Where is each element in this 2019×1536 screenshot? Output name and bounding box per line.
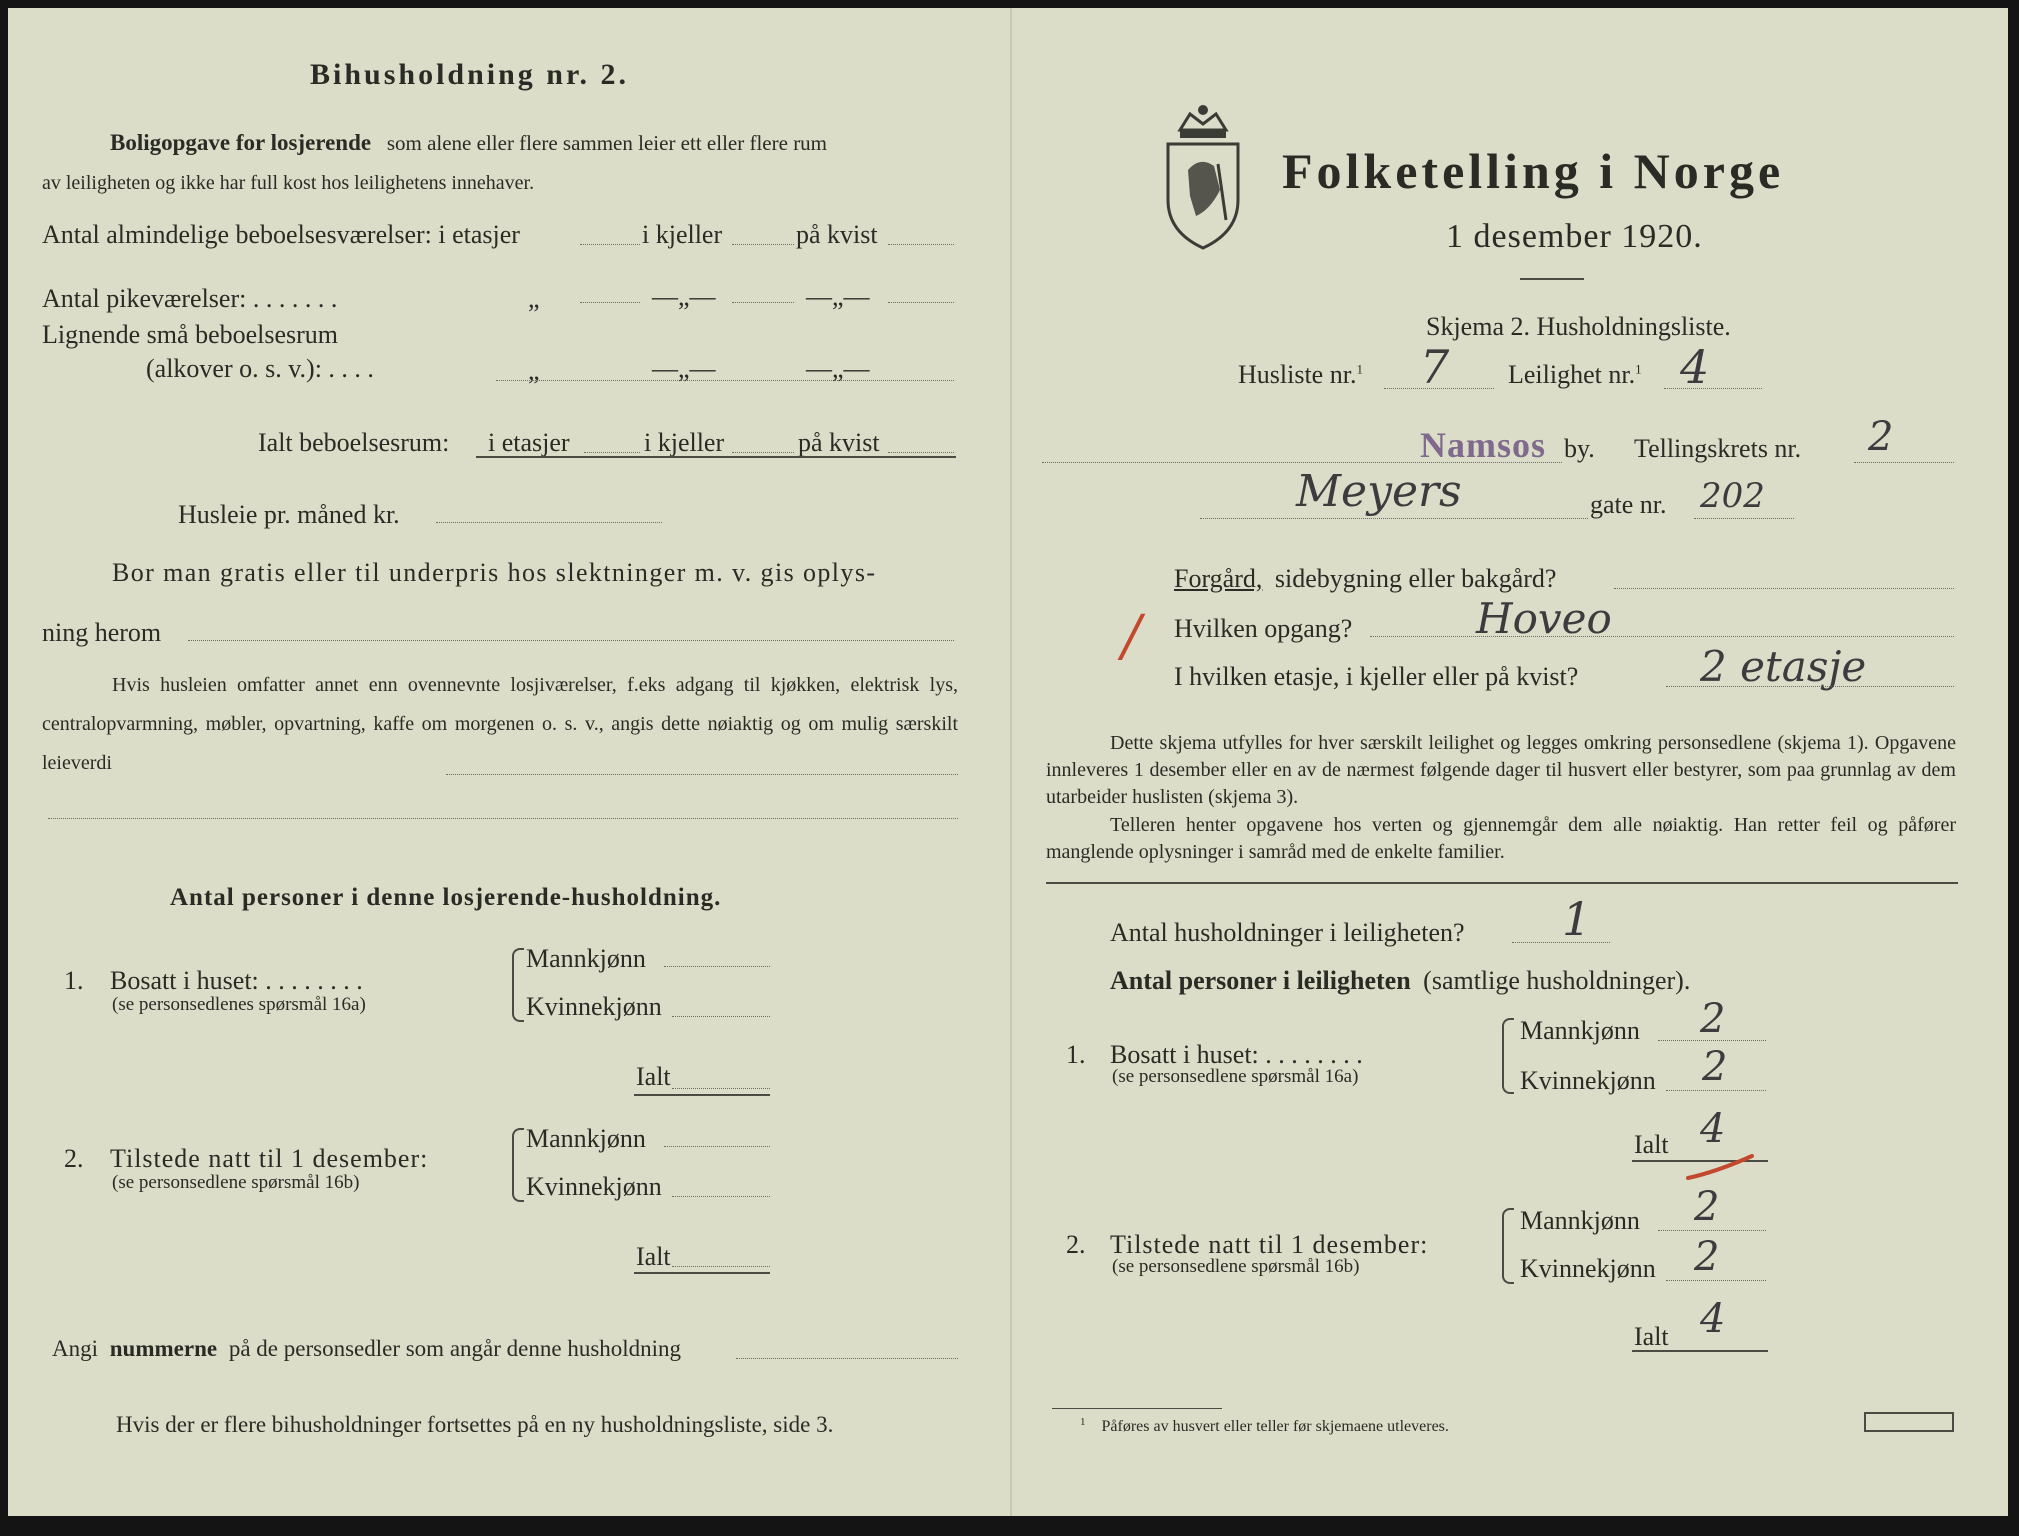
right-q1-number: 1. — [1066, 1040, 1086, 1069]
left-q2-ialt-field[interactable] — [672, 1266, 770, 1267]
margin-mark: / — [1122, 604, 1141, 669]
forgard-field[interactable] — [1614, 588, 1954, 589]
right-q1-mann-value[interactable]: 2 — [1700, 996, 1726, 1042]
opgang-value[interactable]: Hoveo — [1476, 594, 1612, 643]
hush-label: Antal husholdninger i leiligheten? — [1110, 918, 1465, 947]
rooms-kjeller-label: i kjeller — [642, 220, 723, 249]
husliste-field[interactable] — [1384, 388, 1494, 389]
hush-field[interactable] — [1512, 942, 1610, 943]
right-q1-label: Bosatt i huset: . . . . . . . . — [1110, 1040, 1363, 1069]
left-q1-sub: (se personsedlenes spørsmål 16a) — [112, 994, 366, 1015]
left-q2-kvinne-field[interactable] — [672, 1196, 770, 1197]
footnote-text: Påføres av husvert eller teller før skjemaene utleveres. — [1101, 1418, 1449, 1436]
lignende-label-2: (alkover o. s. v.): . . . . — [146, 354, 374, 383]
intro-line-2: av leiligheten og ikke har full kost hos leilighetens innehaver. — [42, 172, 535, 194]
page-fold — [1010, 8, 1012, 1516]
intro-bold: Boligopgave for losjerende — [110, 130, 372, 155]
lignende-etasjer-field[interactable] — [496, 380, 954, 381]
rooms-kvist-label: på kvist — [796, 220, 878, 249]
tellingskrets-field[interactable] — [1854, 462, 1954, 463]
rooms-kvist-field[interactable] — [888, 244, 954, 245]
pike-ditto-2: —„— — [652, 282, 716, 311]
lignende-label-1: Lignende små beboelsesrum — [42, 320, 339, 349]
left-q2-number: 2. — [64, 1144, 84, 1173]
by-label: by. — [1564, 434, 1595, 463]
pike-kjeller-field[interactable] — [732, 302, 794, 303]
leilighet-field[interactable] — [1664, 388, 1762, 389]
right-q1-kvinne-field[interactable] — [1666, 1090, 1766, 1091]
left-q1-brace — [512, 948, 524, 1022]
ialt-underline — [476, 456, 956, 458]
lignende-ditto-3: —„— — [806, 354, 870, 383]
husliste-label — [1238, 360, 1363, 390]
husliste-text: Husliste nr. — [1238, 360, 1357, 389]
pike-ditto-1: „ — [528, 284, 540, 313]
gate-value[interactable]: 202 — [1700, 476, 1765, 516]
pike-etasjer-field[interactable] — [580, 302, 640, 303]
right-q2-ialt-underline — [1632, 1350, 1768, 1352]
ialt-kjeller-label: i kjeller — [644, 428, 725, 457]
left-q1-ialt-underline — [634, 1094, 770, 1096]
leilighet-footnote-mark: 1 — [1635, 361, 1642, 377]
forgard-text: Forgård, — [1174, 564, 1263, 593]
opgang-label: Hvilken opgang? — [1174, 614, 1353, 643]
telleren-text: Telleren henter opgavene hos verten og gjennemgår dem alle nøiaktig. Han retter feil og påfører manglende oplysninger i samråd med de enkelte familier. — [1046, 814, 1956, 863]
right-title: Folketelling i Norge — [1282, 143, 1785, 199]
instructions-divider — [1046, 882, 1958, 884]
right-q2-mann-value[interactable]: 2 — [1694, 1184, 1720, 1230]
left-q1-kvinne-label: Kvinnekjønn — [526, 992, 662, 1021]
husleie-label: Husleie pr. måned kr. — [178, 500, 400, 529]
footnote-number: 1 — [1080, 1416, 1086, 1428]
right-date: 1 desember 1920. — [1446, 218, 1703, 255]
dette-skjema-text: Dette skjema utfylles for hver særskilt leilighet og legges omkring personsedlene (skjema 1). Opgavene innleveres 1 desember eller en av de nærmest følgende dager til husvert eller bestyrer, som paa grunnlag av dem utarbeider huslisten (skjema 3). — [1046, 732, 1956, 808]
right-q2-mann-field[interactable] — [1658, 1230, 1766, 1231]
gratis-line-1: Bor man gratis eller til underpris hos slektninger m. v. gis oplys- — [112, 558, 877, 587]
persons-heading-bold: Antal personer i leiligheten — [1110, 966, 1411, 995]
angi-text-1: Angi — [52, 1336, 98, 1361]
intro-rest: som alene eller flere sammen leier ett eller flere rum — [386, 131, 828, 155]
gate-field[interactable] — [1694, 518, 1794, 519]
left-q2-kvinne-label: Kvinnekjønn — [526, 1172, 662, 1201]
husleie-field[interactable] — [436, 522, 662, 523]
angi-bold: nummerne — [109, 1336, 218, 1361]
left-q2-sub: (se personsedlene spørsmål 16b) — [112, 1172, 360, 1193]
footnote-divider — [1052, 1408, 1222, 1409]
leilighet-value[interactable]: 4 — [1680, 340, 1710, 394]
left-q2-label: Tilstede natt til 1 desember: — [110, 1144, 429, 1173]
angi-line — [52, 1336, 681, 1362]
leieverdi-field-2[interactable] — [48, 818, 958, 819]
rooms-etasjer-field[interactable] — [580, 244, 640, 245]
right-q1-ialt-value[interactable]: 4 — [1700, 1106, 1726, 1152]
angi-text-2: på de personsedler som angår denne husholdning — [228, 1336, 682, 1361]
ialt-etasjer-label: i etasjer — [488, 428, 570, 457]
gratis-field[interactable] — [188, 640, 954, 641]
left-q2-ialt-label: Ialt — [636, 1242, 671, 1271]
right-q2-sub: (se personsedlene spørsmål 16b) — [1112, 1256, 1360, 1277]
angi-field[interactable] — [736, 1358, 958, 1359]
gate-label: gate nr. — [1590, 490, 1667, 519]
pike-label: Antal pikeværelser: . . . . . . . — [42, 284, 338, 313]
etasje-field[interactable] — [1666, 686, 1954, 687]
right-q2-label: Tilstede natt til 1 desember: — [1110, 1230, 1429, 1259]
coat-of-arms-icon — [1160, 100, 1246, 250]
leilighet-label — [1508, 360, 1642, 390]
hush-value[interactable]: 1 — [1562, 892, 1592, 946]
leieverdi-field[interactable] — [446, 774, 958, 775]
hvis-husleien-text: Hvis husleien omfatter annet enn ovennevnte losjiværelser, f.eks adgang til kjøkken, elektrisk lys, centralopvarmning, møbler, opvartning, kaffe om morgenen o. s. v., angis dette nøiaktig og om mulig særskilt leieverdi — [42, 674, 958, 774]
left-q2-brace — [512, 1128, 524, 1202]
ialt-kvist-field[interactable] — [888, 452, 954, 453]
husliste-value[interactable]: 7 — [1420, 340, 1450, 394]
right-q2-mann-label: Mannkjønn — [1520, 1206, 1640, 1235]
left-q2-mann-field[interactable] — [664, 1146, 770, 1147]
right-q1-ialt-label: Ialt — [1634, 1130, 1669, 1159]
husliste-footnote-mark: 1 — [1356, 361, 1363, 377]
intro-line-1 — [110, 130, 827, 156]
right-q1-kvinne-label: Kvinnekjønn — [1520, 1066, 1656, 1095]
left-q2-mann-label: Mannkjønn — [526, 1124, 646, 1153]
right-q1-sub: (se personsedlene spørsmål 16a) — [1112, 1066, 1359, 1087]
right-q1-mann-field[interactable] — [1658, 1040, 1766, 1041]
etasje-value[interactable]: 2 etasje — [1700, 642, 1867, 691]
left-q1-ialt-field[interactable] — [672, 1088, 770, 1089]
left-q1-kvinne-field[interactable] — [672, 1016, 770, 1017]
street-value[interactable]: Meyers — [1296, 466, 1462, 517]
persons-heading-rest: (samtlige husholdninger). — [1423, 966, 1691, 995]
right-q2-kvinne-label: Kvinnekjønn — [1520, 1254, 1656, 1283]
pike-kvist-field[interactable] — [888, 302, 954, 303]
forgard-line — [1174, 564, 1556, 594]
lignende-ditto-2: —„— — [652, 354, 716, 383]
date-divider — [1520, 278, 1584, 280]
footnote — [1080, 1416, 1449, 1436]
left-q1-ialt-label: Ialt — [636, 1062, 671, 1091]
etasje-label: I hvilken etasje, i kjeller eller på kvist? — [1174, 662, 1579, 691]
ialt-kjeller-field[interactable] — [732, 452, 794, 453]
forgard-rest: sidebygning eller bakgård? — [1274, 564, 1557, 593]
street-field[interactable] — [1200, 518, 1588, 519]
left-q1-mann-field[interactable] — [664, 966, 770, 967]
by-stamp: Namsos — [1420, 425, 1547, 465]
left-q1-label: Bosatt i huset: . . . . . . . . — [110, 966, 363, 995]
right-q2-number: 2. — [1066, 1230, 1086, 1259]
red-check-mark — [1686, 1152, 1756, 1182]
right-q1-kvinne-value[interactable]: 2 — [1702, 1044, 1728, 1090]
rooms-kjeller-field[interactable] — [732, 244, 794, 245]
right-q2-ialt-label: Ialt — [1634, 1322, 1669, 1351]
lignende-ditto-1: „ — [528, 356, 540, 385]
right-q2-ialt-value[interactable]: 4 — [1700, 1296, 1726, 1342]
left-q2-ialt-underline — [634, 1272, 770, 1274]
left-footer: Hvis der er flere bihusholdninger fortsettes på en ny husholdningsliste, side 3. — [116, 1412, 834, 1437]
left-q1-mann-label: Mannkjønn — [526, 944, 646, 973]
opgang-field[interactable] — [1370, 636, 1954, 637]
left-persons-heading: Antal personer i denne losjerende-husholdning. — [170, 884, 722, 911]
persons-heading-line — [1110, 966, 1690, 996]
left-q1-number: 1. — [64, 966, 84, 995]
right-q2-kvinne-field[interactable] — [1666, 1280, 1766, 1281]
skjema-label: Skjema 2. Husholdningsliste. — [1426, 312, 1731, 341]
leilighet-text: Leilighet nr. — [1508, 360, 1636, 389]
left-title: Bihusholdning nr. 2. — [310, 58, 630, 91]
rooms-label: Antal almindelige beboelsesværelser: i etasjer — [42, 220, 520, 249]
right-q2-brace — [1502, 1208, 1514, 1284]
right-q1-brace — [1502, 1018, 1514, 1094]
ialt-kvist-label: på kvist — [798, 428, 880, 457]
right-q1-mann-label: Mannkjønn — [1520, 1016, 1640, 1045]
ialt-rooms-label: Ialt beboelsesrum: — [258, 428, 450, 457]
ialt-etasjer-field[interactable] — [584, 452, 640, 453]
tellingskrets-value[interactable]: 2 — [1868, 414, 1894, 460]
tellingskrets-label: Tellingskrets nr. — [1634, 434, 1802, 463]
printer-mark-box — [1864, 1412, 1954, 1432]
pike-ditto-3: —„— — [806, 282, 870, 311]
right-q2-kvinne-value[interactable]: 2 — [1694, 1234, 1720, 1280]
gratis-line-2: ning herom — [42, 618, 162, 647]
